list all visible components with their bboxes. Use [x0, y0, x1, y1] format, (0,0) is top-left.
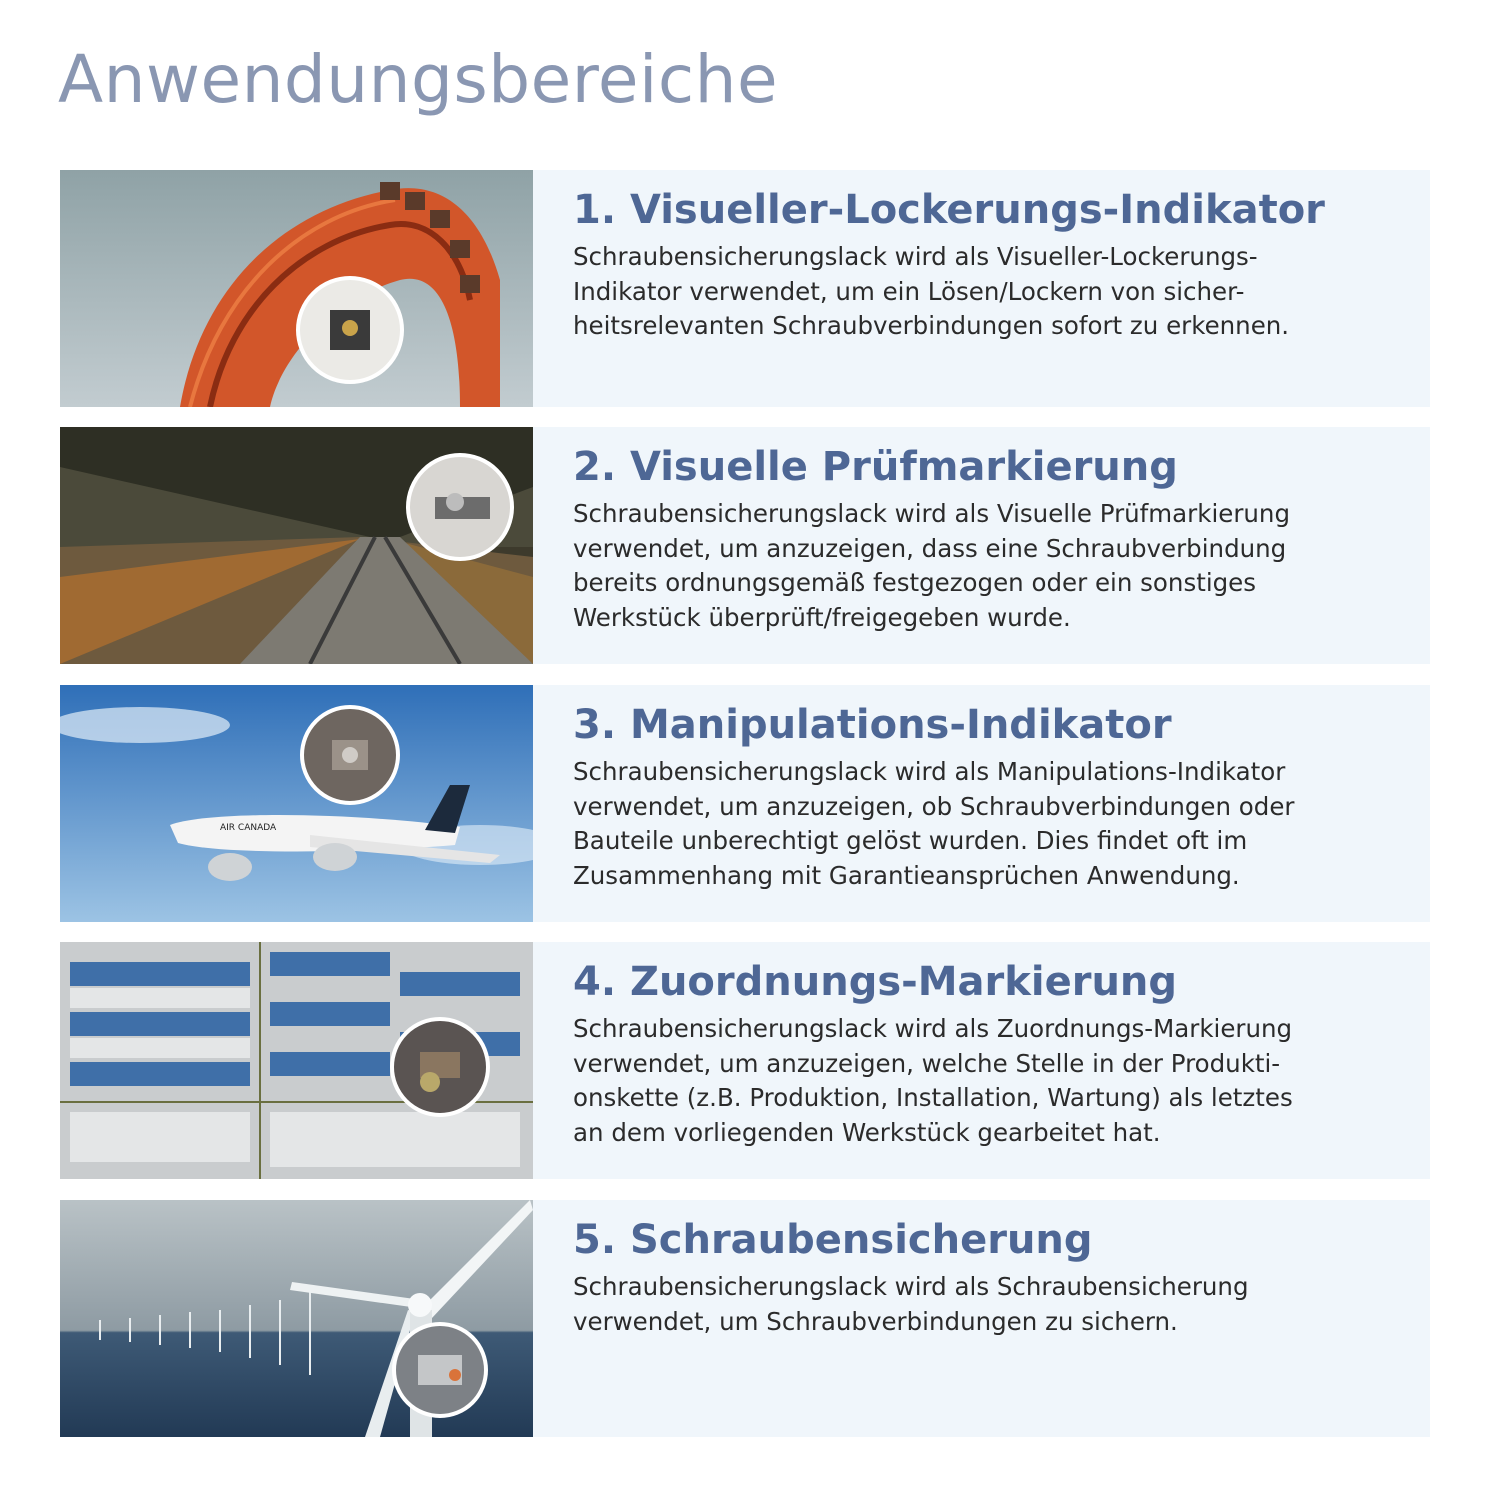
application-card-2: [60, 427, 1430, 664]
wind-turbines-image: [60, 1200, 533, 1437]
card-description: Schraubensicherungslack wird als Manipulations-Indikator verwendet, um anzuzeigen, ob Schraubverbindungen oder Bauteile unberechtigt gelöst wurden. Dies findet oft im Zusammenhang mit Garantieansprüchen Anwendung.: [573, 757, 1295, 890]
application-card-3: [60, 685, 1430, 922]
railway-track-photo: [60, 427, 533, 664]
card-title: 5. Schraubensicherung: [573, 1217, 1093, 1263]
card-text-5: [533, 1200, 1269, 1437]
wind-turbines-photo: [60, 1200, 533, 1437]
card-text-3: [533, 685, 1314, 922]
roller-coaster-image: [60, 170, 533, 407]
airline-lettering: AIR CANADA: [220, 823, 277, 833]
page-title: Anwendungsbereiche: [58, 41, 779, 118]
card-title: 1. Visueller-Lockerungs-Indikator: [573, 187, 1325, 233]
control-cabinet-image: [60, 942, 533, 1179]
application-card-1: [60, 170, 1430, 407]
card-description: Schraubensicherungslack wird als Zuordnungs-Markierung verwendet, um anzuzeigen, welche Stelle in der Produkti- onskette (z.B. Produktion, Installation, Wartung) als letztes an dem vorliegenden Werkstück gearbeitet hat.: [573, 1014, 1293, 1147]
card-description: Schraubensicherungslack wird als Visueller-Lockerungs- Indikator verwendet, um ein Lösen/Lockern von sicher- heitsrelevanten Schraubverbindungen sofort zu erkennen.: [573, 242, 1290, 340]
card-description: Schraubensicherungslack wird als Schraubensicherung verwendet, um Schraubverbindungen zu sichern.: [573, 1272, 1249, 1336]
card-title: 4. Zuordnungs-Markierung: [573, 959, 1178, 1005]
card-title: 2. Visuelle Prüfmarkierung: [573, 444, 1178, 490]
card-text-2: [533, 427, 1310, 664]
railway-track-image: [60, 427, 533, 664]
card-title: 3. Manipulations-Indikator: [573, 702, 1172, 748]
airplane-image: [60, 685, 533, 922]
application-card-5: [60, 1200, 1430, 1437]
card-text-4: [533, 942, 1313, 1179]
card-text-1: [533, 170, 1345, 407]
application-card-4: [60, 942, 1430, 1179]
roller-coaster-photo: [60, 170, 533, 407]
airplane-photo: [60, 685, 533, 922]
card-description: Schraubensicherungslack wird als Visuelle Prüfmarkierung verwendet, um anzuzeigen, dass eine Schraubverbindung bereits ordnungsgemäß festgezogen oder ein sonstiges Werkstück überprüft/freigegeben wurde.: [573, 499, 1291, 632]
control-cabinet-photo: [60, 942, 533, 1179]
